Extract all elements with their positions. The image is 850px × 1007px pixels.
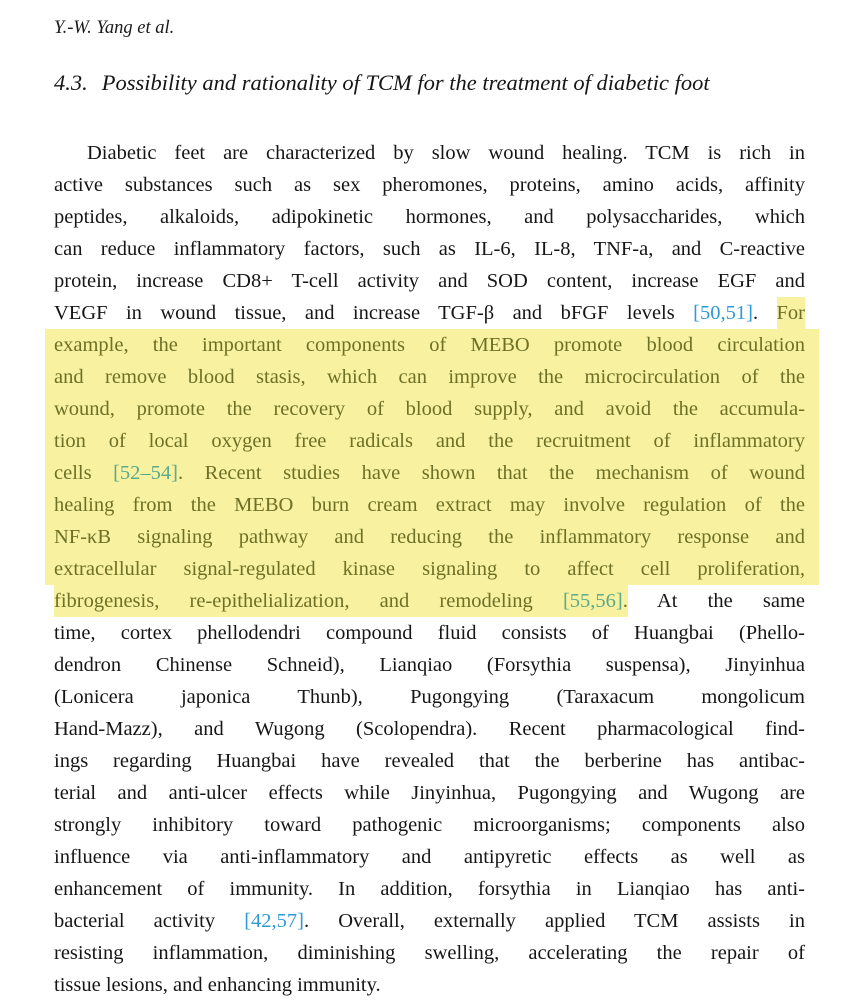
highlighted-text: For	[777, 297, 805, 329]
body-text: .	[752, 302, 777, 324]
text-line	[54, 841, 805, 873]
text-line	[45, 393, 819, 425]
text-line	[54, 201, 805, 233]
highlighted-text: tion of local oxygen free radicals and the recruitment of inflammatory	[54, 430, 805, 452]
text-line	[54, 745, 805, 777]
text-line	[45, 489, 819, 521]
body-paragraph	[54, 137, 805, 1001]
body-text: strongly inhibitory toward pathogenic microorganisms; components also	[54, 814, 805, 836]
text-line	[54, 809, 805, 841]
body-text: (Lonicera japonica Thunb), Pugongying (Taraxacum mongolicum	[54, 686, 805, 708]
body-text: protein, increase CD8+ T-cell activity and SOD content, increase EGF and	[54, 270, 805, 292]
section-heading	[54, 68, 805, 98]
body-text: time, cortex phellodendri compound fluid consists of Huangbai (Phello-	[54, 622, 805, 644]
text-line	[54, 169, 805, 201]
text-line	[45, 329, 819, 361]
section-title: Possibility and rationality of TCM for the treatment of diabetic foot	[101, 70, 710, 95]
text-line	[54, 233, 805, 265]
highlighted-text: cells	[54, 462, 114, 484]
text-line	[54, 265, 805, 297]
highlighted-text: .	[623, 585, 628, 617]
text-line	[54, 297, 805, 329]
body-text: At the same	[627, 590, 805, 612]
text-line	[54, 649, 805, 681]
body-text: bacterial activity	[54, 910, 245, 932]
highlighted-text: wound, promote the recovery of blood supply, and avoid the accumula-	[54, 398, 805, 420]
text-line	[54, 585, 805, 617]
text-line	[54, 905, 805, 937]
text-line	[54, 681, 805, 713]
text-line	[45, 361, 819, 393]
text-line	[45, 457, 819, 489]
text-line	[54, 777, 805, 809]
body-text: Hand-Mazz), and Wugong (Scolopendra). Recent pharmacological find-	[54, 718, 805, 740]
highlighted-text: fibrogenesis, re-epithelialization, and remodeling	[54, 585, 563, 617]
text-line	[45, 425, 819, 457]
body-text: resisting inflammation, diminishing swelling, accelerating the repair of	[54, 942, 805, 964]
body-text: dendron Chinense Schneid), Lianqiao (Forsythia suspensa), Jinyinhua	[54, 654, 805, 676]
body-text: active substances such as sex pheromones, proteins, amino acids, affinity	[54, 174, 805, 196]
citation-link[interactable]: [50,51]	[693, 302, 753, 324]
highlighted-text: healing from the MEBO burn cream extract may involve regulation of the	[54, 494, 805, 516]
highlighted-text: example, the important components of MEBO promote blood circulation	[54, 334, 805, 356]
body-text: Diabetic feet are characterized by slow wound healing. TCM is rich in	[87, 142, 805, 164]
text-line	[54, 873, 805, 905]
highlighted-text: . Recent studies have shown that the mechanism of wound	[178, 462, 805, 484]
body-text: terial and anti-ulcer effects while Jinyinhua, Pugongying and Wugong are	[54, 782, 805, 804]
highlighted-text: and remove blood stasis, which can improve the microcirculation of the	[54, 366, 805, 388]
highlighted-text: extracellular signal-regulated kinase signaling to affect cell proliferation,	[54, 558, 805, 580]
citation-link[interactable]: [42,57]	[244, 910, 305, 932]
text-line	[54, 713, 805, 745]
body-text: enhancement of immunity. In addition, forsythia in Lianqiao has anti-	[54, 878, 805, 900]
text-line	[54, 937, 805, 969]
section-number: 4.3.	[54, 70, 88, 95]
highlighted-citation-link[interactable]: [52–54]	[113, 462, 178, 484]
running-head-authors: Y.-W. Yang et al.	[54, 18, 175, 38]
body-text: peptides, alkaloids, adipokinetic hormones, and polysaccharides, which	[54, 206, 805, 228]
text-line	[45, 553, 819, 585]
body-text: can reduce inflammatory factors, such as IL-6, IL-8, TNF-a, and C-reactive	[54, 238, 805, 260]
body-text: influence via anti-inflammatory and antipyretic effects as well as	[54, 846, 805, 868]
text-line	[54, 617, 805, 649]
text-line	[54, 137, 805, 169]
text-line	[54, 969, 805, 1001]
body-text: VEGF in wound tissue, and increase TGF-β and bFGF levels	[54, 302, 694, 324]
highlighted-citation-link[interactable]: [55,56]	[563, 585, 623, 617]
body-text: tissue lesions, and enhancing immunity.	[54, 974, 381, 996]
highlighted-text: NF-κB signaling pathway and reducing the inflammatory response and	[54, 526, 805, 548]
text-line	[45, 521, 819, 553]
body-text: ings regarding Huangbai have revealed that the berberine has antibac-	[54, 750, 805, 772]
body-text: . Overall, externally applied TCM assists in	[304, 910, 805, 932]
